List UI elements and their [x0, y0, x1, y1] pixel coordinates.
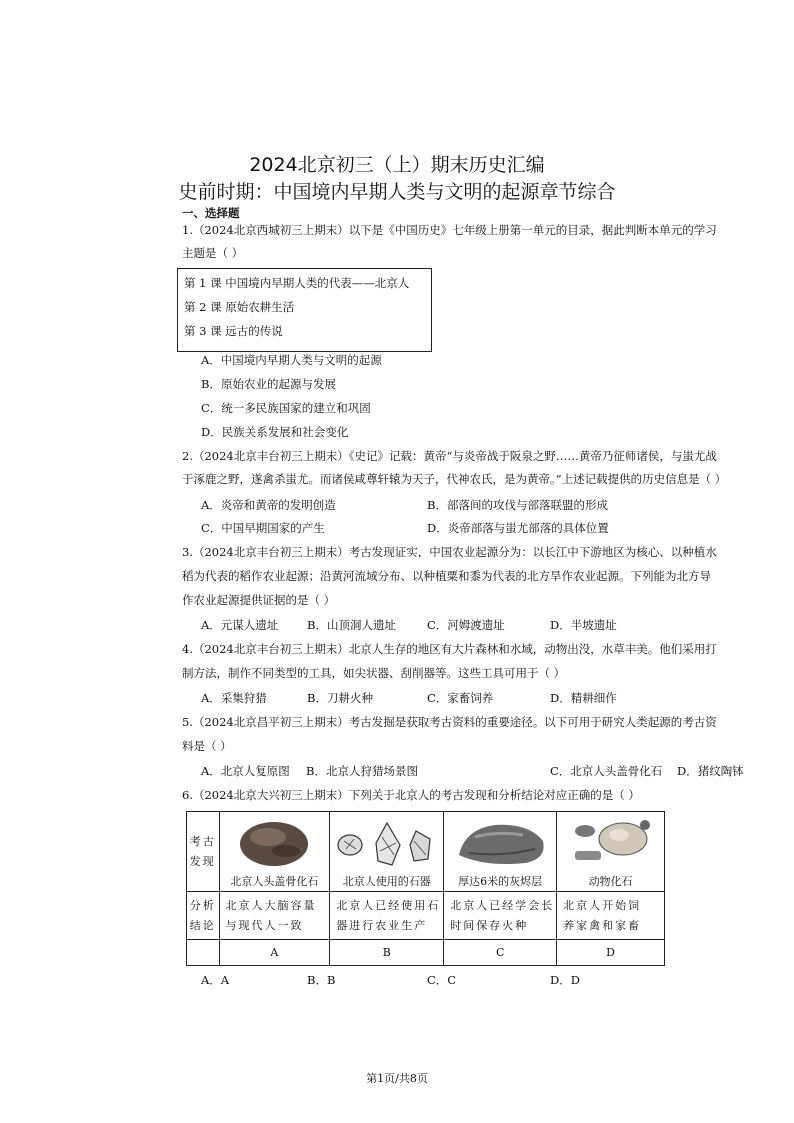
q1-stem-line2: 主题是（ ）: [182, 246, 244, 260]
q4-option-c: C．家畜饲养: [427, 691, 494, 705]
ash-layer-image: [445, 815, 555, 873]
q4-stem-line2: 制方法，制作不同类型的工具，如尖状器、刮削器等。这些工具可用于（ ）: [182, 666, 566, 680]
q6-caption-a: 北京人头盖骨化石: [230, 874, 319, 888]
q1-box-line: 第 2 课 原始农耕生活: [184, 300, 295, 314]
document-title: 2024北京初三（上）期末历史汇编: [249, 154, 545, 176]
q6-caption-b: 北京人使用的石器: [342, 874, 431, 888]
q6-cell-ash-layer: [444, 812, 557, 892]
q6-row-label-findings: 考古 发现: [187, 812, 220, 892]
q4-option-b: B．刀耕火种: [307, 691, 373, 705]
q6-caption-d: 动物化石: [588, 874, 633, 888]
q1-box-line: 第 3 课 远古的传说: [184, 324, 283, 338]
q2-option-a: A．炎帝和黄帝的发明创造: [201, 498, 336, 512]
q5-option-a: A．北京人复原图: [201, 764, 290, 778]
q5-option-d: D．猪纹陶钵: [677, 764, 744, 778]
q2-stem-line1: 2.（2024北京丰台初三上期末）《史记》记载：黄帝“与炎帝战于阪泉之野……黄帝乃征师诸侯，与蚩尤战: [182, 449, 717, 463]
q6-letter-c: C: [444, 940, 557, 966]
q6-row-letters: [187, 940, 665, 966]
q6-cell-stone-tools: [330, 812, 444, 892]
q5-stem-line2: 料是（ ）: [182, 739, 232, 753]
q6-cell-animal-fossils: [557, 812, 665, 892]
q3-option-c: C．河姆渡遗址: [427, 618, 505, 632]
q1-option-d: D．民族关系发展和社会变化: [201, 425, 349, 439]
q6-conclusion-a: 北京人大脑容量 与现代人一致: [219, 892, 330, 940]
q6-row-findings: [187, 812, 665, 892]
q3-option-b: B．山顶洞人遗址: [307, 618, 396, 632]
q6-caption-c: 厚达6米的灰烬层: [458, 874, 543, 888]
q4-option-a: A．采集狩猎: [201, 691, 267, 705]
q1-box-line: 第 1 课 中国境内早期人类的代表——北京人: [184, 276, 410, 290]
animal-fossils-image: [561, 815, 661, 873]
q3-stem-line3: 作农业起源提供证据的是（ ）: [182, 593, 336, 607]
q6-row-label-conclusions: 分析 结论: [187, 892, 220, 940]
stone-tools-image: [332, 815, 442, 873]
q3-option-d: D．半坡遗址: [550, 618, 617, 632]
page-number: 第1页/共8页: [366, 1072, 428, 1085]
q6-conclusion-d: 北京人开始饲 养家禽和家畜: [557, 892, 665, 940]
q6-row-conclusions: [187, 892, 665, 940]
q6-option-b: B．B: [307, 973, 336, 987]
q5-stem-line1: 5.（2024北京昌平初三上期末）考古发掘是获取考古资料的重要途径。以下可用于研究人类起源的考古资: [182, 715, 717, 729]
q2-option-c: C．中国早期国家的产生: [201, 521, 325, 535]
document-subtitle: 史前时期：中国境内早期人类与文明的起源章节综合: [178, 181, 616, 203]
q6-option-a: A．A: [201, 973, 230, 987]
q2-stem-line2: 于涿鹿之野，遂禽杀蚩尤。而诸侯咸尊轩辕为天子，代神农氏，是为黄帝。”上述记载提供的历史信息是（ ）: [182, 472, 727, 486]
q3-option-a: A．元谋人遗址: [201, 618, 279, 632]
q5-option-b: B．北京人狩猎场景图: [306, 764, 418, 778]
q6-letter-d: D: [557, 940, 665, 966]
section-heading: 一、选择题: [182, 206, 240, 220]
q6-option-c: C．C: [427, 973, 457, 987]
q1-option-a: A．中国境内早期人类与文明的起源: [201, 353, 382, 367]
q2-option-d: D．炎帝部落与蚩尤部落的具体位置: [427, 521, 609, 535]
q3-stem-line1: 3.（2024北京丰台初三上期末）考古发现证实，中国农业起源分为：以长江中下游地区为核心、以种植水: [182, 545, 717, 559]
q6-conclusion-c: 北京人已经学会长 时间保存火种: [444, 892, 557, 940]
q3-stem-line2: 稻为代表的稻作农业起源；沿黄河流域分布、以种植粟和黍为代表的北方旱作农业起源。下列能为北方导: [182, 569, 711, 583]
q6-conclusion-b: 北京人已经使用石 器进行农业生产: [330, 892, 444, 940]
q6-letter-b: B: [330, 940, 444, 966]
q6-table: [186, 811, 665, 966]
q6-stem: 6.（2024北京大兴初三上期末）下列关于北京人的考古发现和分析结论对应正确的是（ ）: [182, 788, 640, 802]
q1-table-of-contents-box: [177, 268, 432, 352]
q1-option-b: B．原始农业的起源与发展: [201, 377, 336, 391]
q6-cell-skull: [219, 812, 330, 892]
q6-option-d: D．D: [550, 973, 580, 987]
q1-stem-line1: 1.（2024北京西城初三上期末）以下是《中国历史》七年级上册第一单元的目录，据此判断本单元的学习: [182, 223, 717, 237]
q1-option-c: C．统一多民族国家的建立和巩固: [201, 401, 371, 415]
skull-fossil-image: [224, 815, 324, 873]
q4-stem-line1: 4.（2024北京丰台初三上期末）北京人生存的地区有大片森林和水域，动物出没，水草丰美。他们采用打: [182, 642, 717, 656]
q5-option-c: C．北京人头盖骨化石: [550, 764, 663, 778]
q2-option-b: B．部落间的攻伐与部落联盟的形成: [427, 498, 608, 512]
q6-letter-a: A: [219, 940, 330, 966]
q4-option-d: D．精耕细作: [550, 691, 617, 705]
